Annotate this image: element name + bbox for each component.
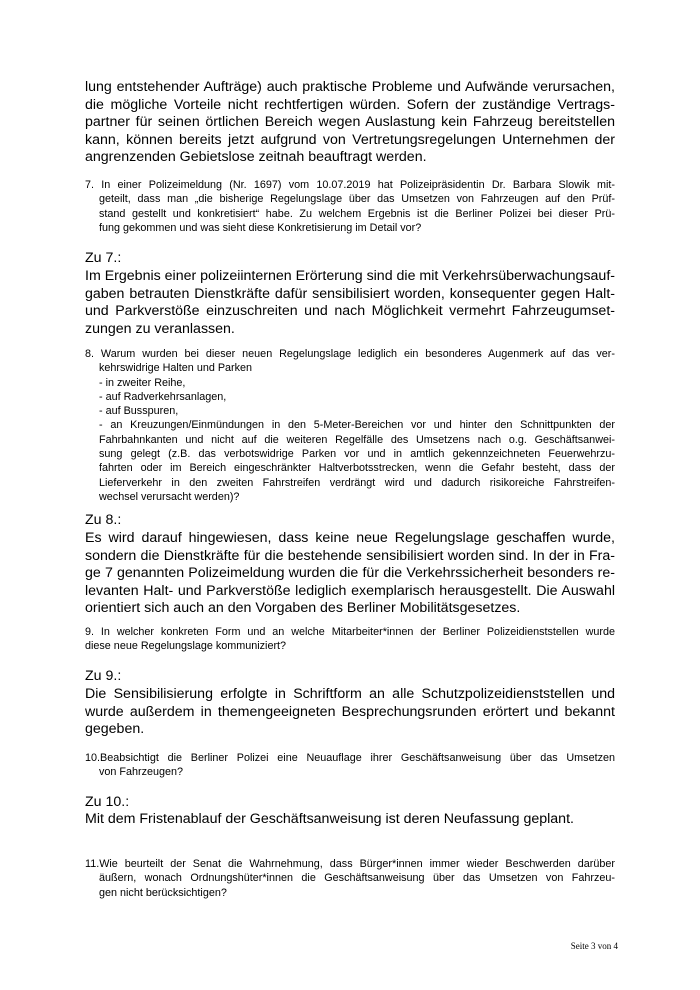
list-item: - an Kreuzungen/Einmündungen in den 5-Meter-Bereichen vor und hinter den Schnittpunkten der — [99, 419, 615, 432]
answer-10-heading: Zu 10.: — [85, 794, 130, 810]
list-item: - auf Radverkehrsanlagen, — [99, 390, 227, 403]
text-line: wurde außerdem in themengeeigneten Besprechungsrunden erörtert und bekannt — [85, 703, 615, 720]
text-line: Die Sensibilisierung erfolgte in Schriftform an alle Schutzpolizeidienststellen und — [85, 686, 615, 702]
text-line: Im Ergebnis einer polizeiinternen Erörterung sind die mit Verkehrsüberwachungsauf- — [85, 268, 615, 284]
text-line: Es wird darauf hingewiesen, dass keine neue Regelungslage geschaffen wurde, — [85, 530, 615, 546]
text-line: sung gelegt (z.B. das verbotswidrige Parken vor und in amtlich gekennzeichneten Feuerwehrzu- — [99, 448, 615, 461]
list-item: - auf Busspuren, — [99, 405, 179, 418]
text-line: angrenzenden Gebietslose zeitnah beauftragt werden. — [85, 149, 427, 165]
text-line: und Parkverstöße einzuschreiten und nach Möglichkeit vermehrt Fahrzeugumset- — [85, 303, 615, 319]
text-line: gen nicht berücksichtigen? — [99, 886, 227, 899]
text-line: gegeben. — [85, 721, 145, 737]
text-line: ge 7 genannten Polizeimeldung wurden die für die Verkehrssicherheit besonders re- — [85, 565, 615, 581]
answer-8-heading: Zu 8.: — [85, 512, 122, 528]
text-line: lung entstehender Aufträge) auch praktische Probleme und Aufwände verursachen, — [85, 79, 615, 95]
text-line: 7. In einer Polizeimeldung (Nr. 1697) vom 10.07.2019 hat Polizeipräsidentin Dr. Barbara Slowik mit- — [85, 179, 615, 191]
answer-9-heading: Zu 9.: — [85, 668, 122, 684]
text-line: äußern, wonach Ordnungshüter*innen die Geschäftsanweisung über das Umsetzen von Fahrzeu- — [99, 872, 615, 885]
text-line: partner für seinen örtlichen Bereich wegen Auslastung kein Fahrzeug bereitstellen — [85, 114, 615, 130]
text-line: gaben betrauten Dienstkräfte dafür sensibilisiert worden, konsequenter gegen Halt- — [85, 285, 615, 302]
text-line: stand gestellt und konkretisiert“ habe. Zu welchem Ergebnis ist die Berliner Polizei bei dieser Prü- — [99, 207, 615, 220]
text-line: 11.Wie beurteilt der Senat die Wahrnehmung, dass Bürger*innen immer wieder Beschwerden darüber — [85, 858, 615, 870]
answer-7 — [85, 268, 615, 338]
text-line: Mit dem Fristenablauf der Geschäftsanweisung ist deren Neufassung geplant. — [85, 811, 574, 827]
text-line: orientiert sich auch an den Vorgaben des Berliner Mobilitätsgesetzes. — [85, 600, 521, 616]
question-8 — [85, 347, 615, 504]
text-line: Lieferverkehr in den zweiten Fahrstreifen verdrängt wird und dadurch risikoreiche Fahrstreifen- — [99, 476, 615, 489]
question-11 — [85, 857, 615, 900]
text-line: fung gekommen und was sieht diese Konkretisierung im Detail vor? — [99, 221, 422, 234]
text-line: diese neue Regelungslage kommuniziert? — [85, 640, 287, 653]
text-line: kehrswidrige Halten und Parken — [99, 362, 253, 375]
text-line: die mögliche Vorteile nicht rechtfertigen würden. Sofern der zuständige Vertrags- — [85, 96, 615, 113]
question-9 — [85, 625, 615, 654]
text-line: 9. In welcher konkreten Form und an welche Mitarbeiter*innen der Berliner Polizeidienststellen wurde — [85, 626, 615, 638]
text-line: zungen zu veranlassen. — [85, 320, 235, 337]
question-7 — [85, 178, 615, 235]
text-line: wechsel verursacht werden)? — [99, 490, 240, 503]
text-line: geteilt, dass man „die bisherige Regelungslage über das Umsetzen von Fahrzeugen auf den Prüf- — [99, 193, 615, 206]
question-10 — [85, 751, 615, 780]
answer-10 — [85, 811, 615, 829]
page-number: Seite 3 von 4 — [570, 941, 618, 951]
text-line: von Fahrzeugen? — [99, 766, 184, 779]
list-item: - in zweiter Reihe, — [99, 376, 186, 389]
answer-7-heading: Zu 7.: — [85, 250, 122, 266]
text-line: 10.Beabsichtigt die Berliner Polizei eine Neuauflage ihrer Geschäftsanweisung über das Umsetzen — [85, 752, 615, 764]
text-line: kann, können bereits jetzt aufgrund von Vertretungsregelungen Unternehmen der — [85, 131, 615, 148]
text-line: levanten Halt- und Parkverstöße lediglich exemplarisch herausgestellt. Die Auswahl — [85, 582, 615, 599]
text-line: fahrten oder im Bereich eingeschränkter Haltverbotsstrecken, wenn die Gefahr besteht, dass der — [99, 462, 615, 475]
intro-paragraph — [85, 79, 615, 167]
answer-8 — [85, 530, 615, 618]
answer-9 — [85, 686, 615, 739]
text-line: 8. Warum wurden bei dieser neuen Regelungslage lediglich ein besonderes Augenmerk auf das ver- — [85, 348, 615, 360]
text-line: Fahrbahnkanten und nicht auf die weiteren Regelfälle des Umsetzens nach o.g. Geschäftsanwei- — [99, 433, 615, 446]
text-line: sondern die Dienstkräfte für die bestehende sensibilisiert worden sind. In der in Fra- — [85, 547, 615, 564]
